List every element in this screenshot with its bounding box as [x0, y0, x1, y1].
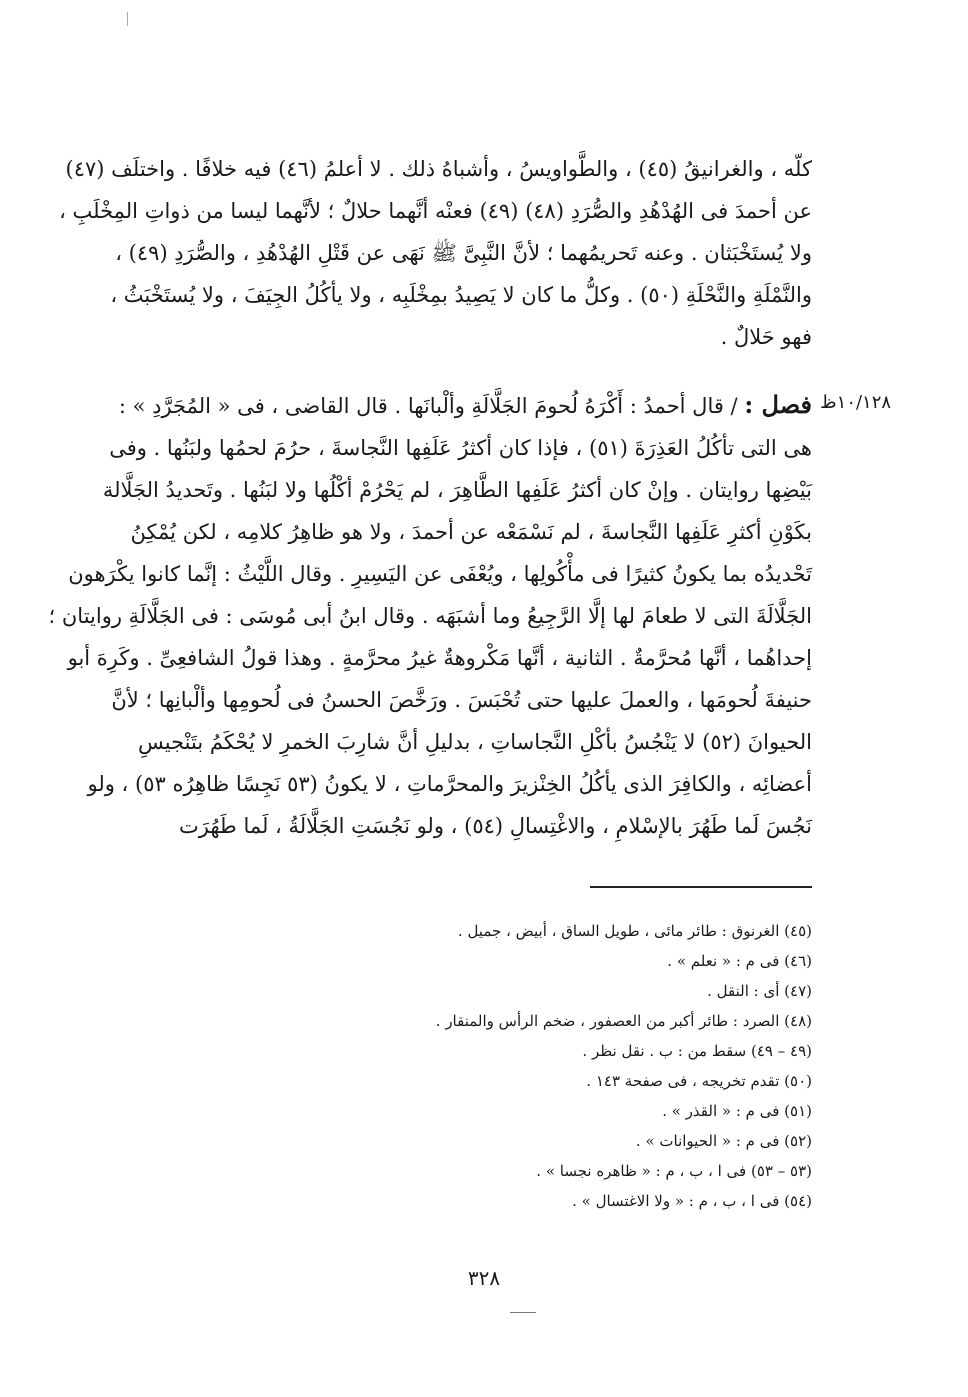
text-line: الحيوانَ (٥٢) لا يَنْجُسُ بأكْلِ النَّجاساتِ ، بدليلِ أنَّ شارِبَ الخمرِ لا يُحْكَمُ بتَنْجيسِ: [138, 730, 812, 754]
footnote: (٤٦) فى م : « نعلم » .: [667, 952, 812, 970]
margin-folio-note: ١٠/١٢٨ظ: [820, 392, 892, 413]
text-line: حنيفةَ لُحومَها ، والعملَ عليها حتى تُحْبَسَ . ورَخَّصَ الحسنُ فى لُحومِها وألْبانِها ؛ لأنَّ: [111, 688, 812, 712]
paragraph-fasl: [48, 384, 812, 847]
footnote: (٤٨) الصرد : طائر أكبر من العصفور ، ضخم الرأس والمنقار .: [435, 1012, 812, 1030]
text-line: بَيْضِها روايتان . وإنْ كان أكثرُ عَلَفِها الطَّاهِرَ ، لم يَحْرُمْ أكْلُها ولا لبَنُها . وتَحديدُ الجَلَّالة: [102, 478, 812, 502]
text-line: عن أحمدَ فى الهُدْهُدِ والصُّرَدِ (٤٨) (٤٩) فعنْه أنَّهما حلالٌ ؛ لأنَّهما ليسا من ذواتِ المِخْلَبِ ،: [59, 199, 812, 223]
text-line: كلّه ، والغرانيقُ (٤٥) ، والطَّواويسُ ، وأشباهُ ذلك . لا أعلمُ (٤٦) فيه خلافًا . واختلَف (٤٧): [65, 157, 812, 181]
text-line: أعضائِه ، والكافِرَ الذى يأكُلُ الخِنْزيرَ والمحرَّماتِ ، لا يكونُ (٥٣ نَجِسًا ظاهِرُه ٥٣) ، ولو: [87, 772, 812, 796]
page-number: ٣٢٨: [467, 1266, 501, 1290]
scan-mark: [127, 12, 128, 26]
text-line: ولا يُستَخْبَثان . وعنه تَحريمُهما ؛ لأنَّ النَّبِىَّ ﷺ نَهَى عن قَتْلِ الهُدْهُدِ ، والصُّرَدِ (٤٩) ،: [115, 241, 812, 265]
text-line: [118, 384, 812, 427]
footnote: (٥١) فى م : « القذر » .: [662, 1102, 812, 1120]
bottom-mark: [510, 1312, 536, 1313]
text-line: فهو حَلالٌ .: [720, 325, 812, 349]
footnote: (٥٠) تقدم تخريجه ، فى صفحة ١٤٣ .: [586, 1072, 812, 1090]
text-line: والنَّمْلَةِ والنَّحْلَةِ (٥٠) . وكلُّ ما كان لا يَصِيدُ بمِخْلَبِه ، ولا يأكُلُ الجِيَفَ ، ولا يُستَخْبَثُ ،: [110, 283, 812, 307]
text-line: إحداهُما ، أنَّها مُحرَّمةٌ . الثانية ، أنَّها مَكْروهةٌ غيرُ محرَّمةٍ . وهذا قولُ الشافعِىِّ . وكَرِهَ أبو: [67, 646, 812, 670]
section-heading: فصل :: [744, 390, 812, 419]
text-line: تَحْديدُه بما يكونُ كثيرًا فى مأْكُولِها ، ويُعْفَى عن اليَسِيرِ . وقال اللَّيْثُ : إنَّما كانوا يكْرَهون: [68, 562, 812, 586]
text-line: نَجُسَ لَما طَهُرَ بالإسْلامِ ، والاغْتِسالِ (٥٤) ، ولو نَجُسَتِ الجَلَّالَةُ ، لَما طَهُرَت: [179, 814, 812, 838]
footnote: (٤٥) الغرنوق : طائر مائى ، طويل الساق ، أبيض ، جميل .: [457, 922, 812, 940]
text-line: الجَلَّالَةَ التى لا طعامَ لها إلَّا الرَّجِيعُ وما أشبَهَه . وقال ابنُ أبى مُوسَى : فى الجَلَّالَةِ روايتان ؛: [48, 604, 812, 628]
heading-line-rest: / قال أحمدُ : أَكْرَهُ لُحومَ الجَلَّالَةِ وألْبانَها . قال القاضى ، فى « المُجَرَّدِ » :: [118, 394, 745, 418]
footnote: (٥٢) فى م : « الحيوانات » .: [635, 1132, 812, 1150]
footnote-separator: [590, 886, 812, 888]
footnote: (٤٩ – ٤٩) سقط من : ب . نقل نظر .: [582, 1042, 812, 1060]
footnote: (٤٧) أى : النقل .: [707, 982, 812, 1000]
text-line: بكَوْنِ أكثرِ عَلَفِها النَّجاسةَ ، لم نَسْمَعْه عن أحمدَ ، ولا هو ظاهِرُ كلامِه ، لكن يُمْكِنُ: [130, 520, 812, 544]
paragraph-1: [59, 148, 812, 358]
footnotes: [300, 916, 812, 1216]
footnote: (٥٣ – ٥٣) فى ا ، ب ، م : « ظاهره نجسا » .: [536, 1162, 812, 1180]
text-line: هى التى تأكُلُ العَذِرَةَ (٥١) ، فإذا كان أكثرُ عَلَفِها النَّجاسةَ ، حرُمَ لحمُها ولبَنُها . وفى: [109, 436, 812, 460]
footnote: (٥٤) فى ا ، ب ، م : « ولا الاغتسال » .: [572, 1192, 812, 1210]
